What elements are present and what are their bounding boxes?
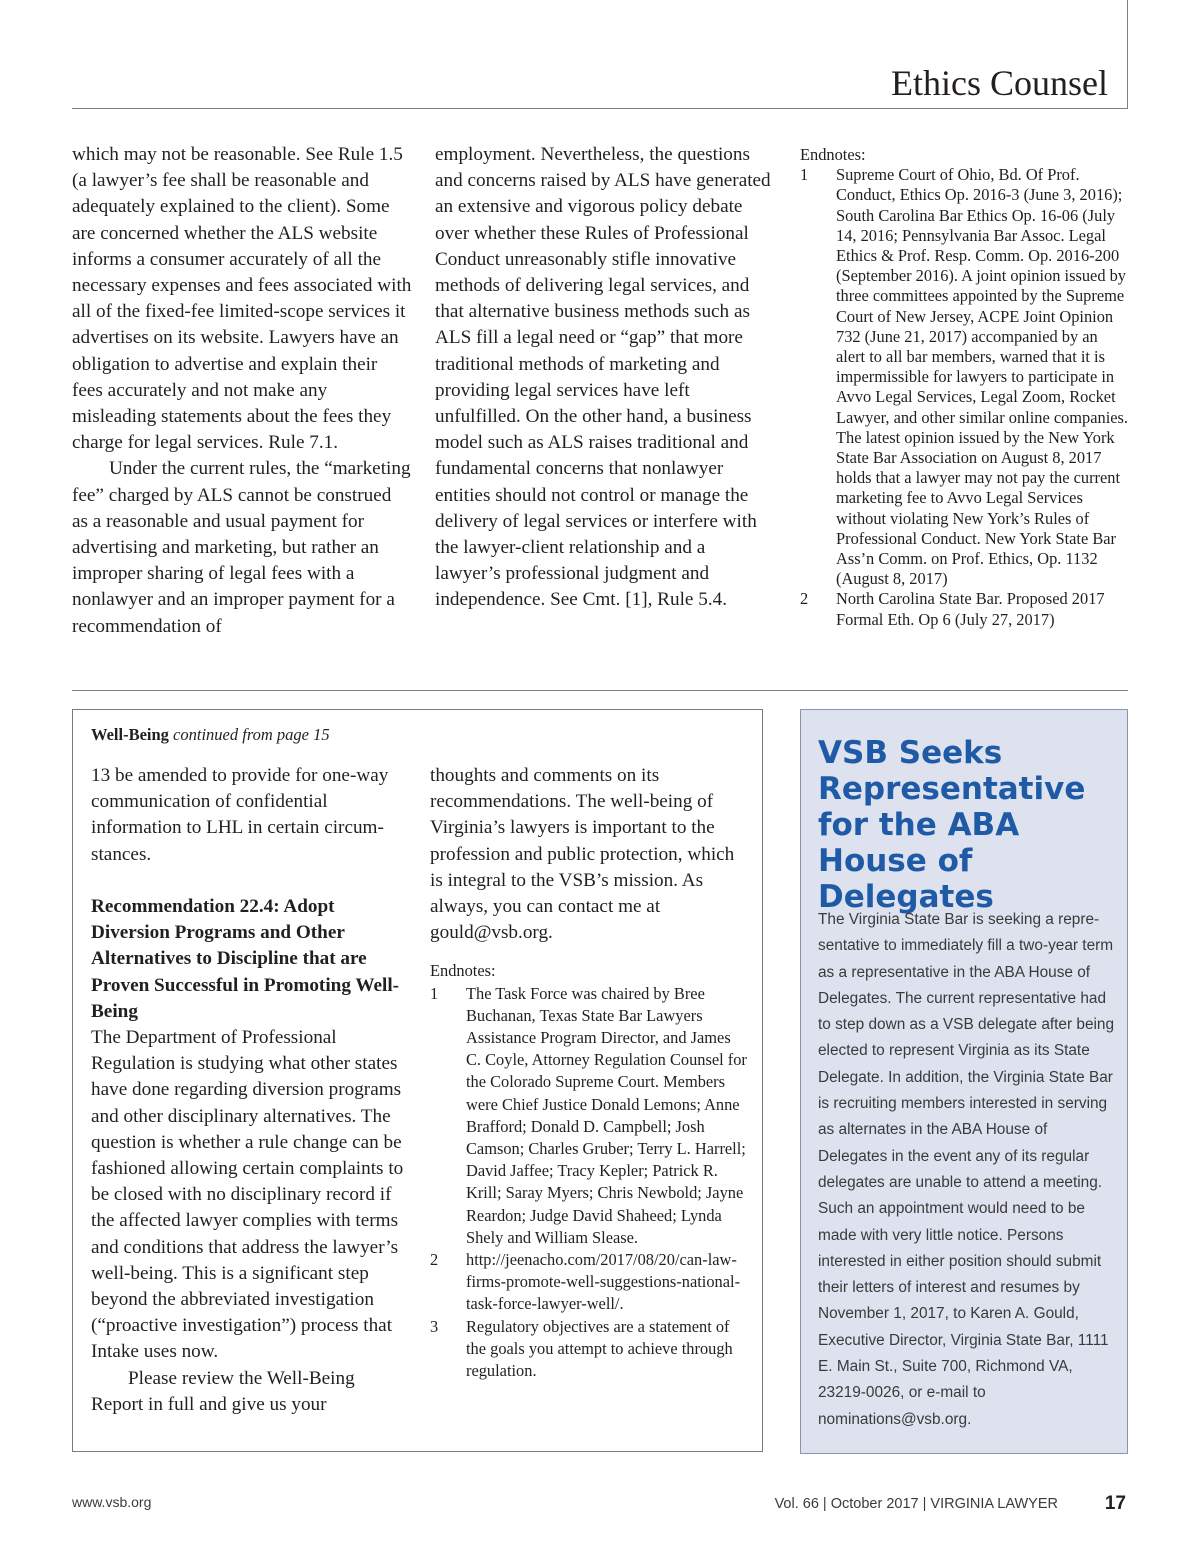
sidebar-body: The Virginia State Bar is seeking a representative to immediately fill a two-year term as a representative in the ABA House of Delegates. The current representative had to step down as a VSB delegate after being elected to represent Virginia as its State Delegate. In addition, the Virginia State Bar is recruiting members interested in serving as alternates in the ABA House of Delegates in the event any of its regular delegates are unable to attend a meeting. Such an appointment would need to be made with very little notice. Persons interested in either position should submit their letters of interest and resumes by November 1, 2017, to Karen A. Gould, Executive Director, Virginia State Bar, 1111 E. Main St., Suite 700, Richmond VA, 23219-0026, or e-mail to nominations@vsb.org. [818,911,1115,1428]
endnote-item [800,165,1130,589]
wellbeing-column-1 [91,763,409,1418]
continued-label [91,725,330,745]
wellbeing-endnotes [430,960,748,1382]
header-vertical-rule [1127,0,1128,108]
endnote-number: 2 [430,1250,439,1270]
endnote-item [800,589,1130,629]
endnotes-heading: Endnotes: [430,961,496,981]
endnote-item [430,983,748,1249]
article-column-1 [72,142,412,640]
footer-url: www.vsb.org [72,1494,152,1510]
endnote-text: The Task Force was chaired by Bree Buchanan, Texas State Bar Lawyers Assistance Program Director, and James C. Coyle, Attorney Regulation Counsel for the Colorado Supreme Court. Members were Chief Justice Donald Lemons; Anne Brafford; Donald D. Campbell; Josh Camson; Charles Gruber; Terry L. Harrell; David Jaffee; Tracy Kepler; Patrick R. Krill; Saray Myers; Chris Newbold; Jayne Reardon; Judge David Shaheed; Lynda Shely and William Slease. [466,983,747,1247]
wellbeing-column-2 [430,763,748,1382]
article-paragraph: employment. Nevertheless, the questions and concerns raised by ALS have generated an extensive and vigorous policy debate over whether these Rules of Professional Conduct unreasonably stifle innovative methods of delivering legal services, and that alternative business methods such as ALS fill a legal need or “gap” that more traditional methods of marketing and providing legal services have left unfulfilled. On the other hand, a business model such as ALS raises traditional and fundamental concerns that nonlawyer entities should not control or manage the delivery of legal services or interfere with the lawyer-client relationship and a lawyer’s professional judgment and independence. See Cmt. [1], Rule 5.4. [435,144,771,611]
section-title: Ethics Counsel [891,63,1108,103]
endnote-text: North Carolina State Bar. Proposed 2017 Formal Eth. Op 6 (July 27, 2017) [836,589,1105,629]
continued-label-note: continued from page 15 [173,725,330,744]
endnote-number: 3 [430,1316,439,1336]
section-divider [72,690,1128,691]
recommendation-heading: Recommendation 22.4: Adopt Diversion Programs and Other Alternatives to Discipline that are Proven Successful in Promoting Well-Being [91,896,400,1022]
endnote-number: 1 [800,165,809,185]
page-number: 17 [1104,1493,1126,1514]
article-paragraph: Under the current rules, the “marketing fee” charged by ALS cannot be construed as a reasonable and usual payment for advertising and marketing, but rather an improper sharing of legal fees with a nonlawyer and an improper payment for a recommendation of [72,458,411,637]
article-column-2 [435,142,775,614]
continued-label-title: Well-Being [91,725,169,744]
wellbeing-paragraph: 13 be amended to provide for one-way communication of confidential information to LHL in certain circumstances. [91,765,389,865]
endnote-number: 1 [430,983,439,1003]
article-paragraph: which may not be reasonable. See Rule 1.5 (a lawyer’s fee shall be reasonable and adequately explained to the client). Some are concerned whether the ALS website informs a consumer accurately of all the necessary expenses and fees associated with all of the fixed-fee limited-scope services it advertises on its website. Lawyers have an obligation to advertise and explain their fees accurately and not make any misleading statements about the fees they charge for legal services. Rule 7.1. [72,144,412,454]
endnote-text: Regulatory objectives are a statement of the goals you attempt to achieve through regulation. [466,1316,733,1381]
article-endnotes [800,145,1130,630]
header-rule [72,108,1128,109]
endnote-item [430,1249,748,1316]
endnote-text: http://jeenacho.com/2017/08/20/can-law-firms-promote-well-suggestions-national-task-force-lawyer-well/. [466,1250,741,1314]
endnotes-heading: Endnotes: [800,145,866,164]
wellbeing-paragraph: thoughts and comments on its recommendations. The well-being of Virginia’s lawyers is important to the profession and public protection, which is integral to the VSB’s mission. As always, you can contact me at gould@vsb.org. [430,765,735,944]
footer-issue: Vol. 66 | October 2017 | VIRGINIA LAWYER [774,1496,1058,1512]
wellbeing-paragraph: Please review the Well-Being Report in full and give us your [91,1367,355,1415]
sidebar-title: VSB Seeks Representative for the ABA House of Delegates [818,735,1086,915]
endnote-text: Supreme Court of Ohio, Bd. Of Prof. Conduct, Ethics Op. 2016-3 (June 3, 2016); South Carolina Bar Ethics Op. 16-06 (July 14, 2016; Pennsylvania Bar Assoc. Legal Ethics & Prof. Resp. Comm. Op. 2016-200 (September 2016). A joint opinion issued by three committees appointed by the Supreme Court of New Jersey, ACPE Joint Opinion 732 (June 21, 2017) accompanied by an alert to all bar members, warned that it is impermissible for lawyers to participate in Avvo Legal Services, Legal Zoom, Rocket Lawyer, and other similar online companies. The latest opinion issued by the New York State Bar Association on August 8, 2017 holds that a lawyer may not pay the current marketing fee to Avvo Legal Services without violating New York’s Rules of Professional Conduct. New York State Bar Ass’n Comm. on Prof. Ethics, Op. 1132 (August 8, 2017) [836,165,1129,589]
wellbeing-paragraph: The Department of Professional Regulation is studying what other states have done regarding diversion programs and other disciplinary alternatives. The question is whether a rule change can be fashioned allowing certain complaints to be closed with no disciplinary record if the affected lawyer complies with terms and conditions that address the lawyer’s well-being. This is a significant step beyond the abbreviated investigation (“proactive investigation”) process that Intake uses now. [91,1027,404,1363]
endnote-item [430,1316,748,1383]
endnote-number: 2 [800,589,809,609]
